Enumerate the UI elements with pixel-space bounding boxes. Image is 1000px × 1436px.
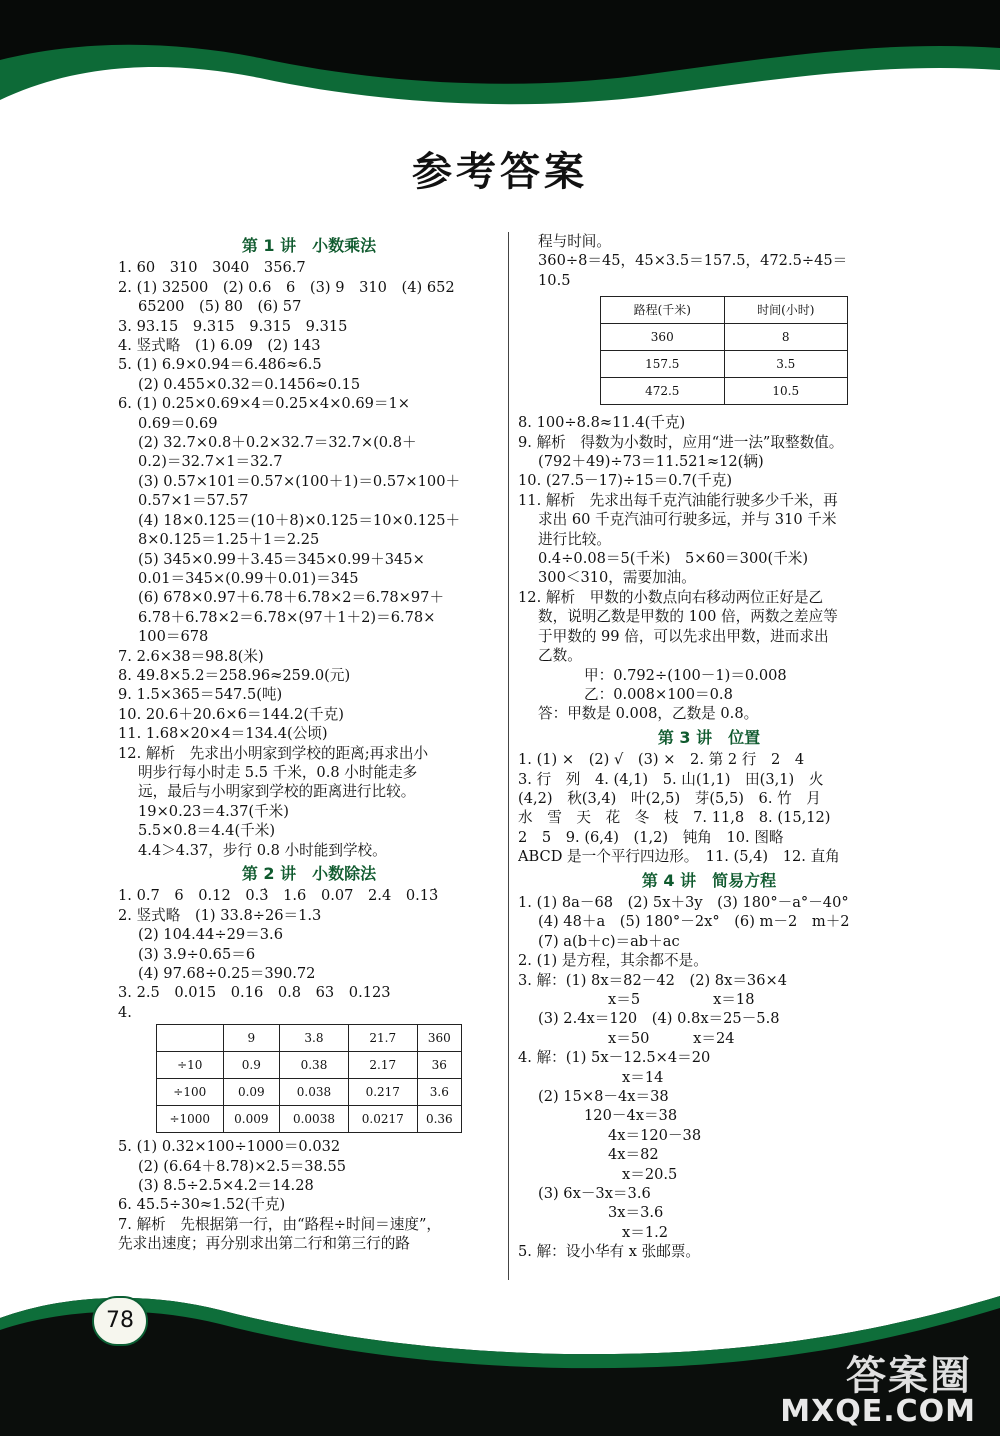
table-cell: 10.5 (724, 378, 848, 405)
distance-time-table (600, 296, 848, 405)
page-number: 78 (92, 1296, 148, 1346)
answer-line: 11. 解析 先求出每千克汽油能行驶多少千米，再 (518, 491, 838, 509)
table-row (601, 297, 848, 324)
table-cell: 472.5 (601, 378, 725, 405)
answer-line: 答：甲数是 0.008，乙数是 0.8。 (538, 705, 759, 723)
answer-line: (792＋49)÷73＝11.521≈12(辆) (538, 453, 764, 471)
table-cell: 2.17 (348, 1052, 417, 1079)
division-table (156, 1024, 462, 1133)
answer-line: 10. 20.6＋20.6×6＝144.2(千克) (118, 705, 344, 723)
answer-line: 水 雪 天 花 冬 枝 7. 11,8 8. (15,12) (518, 809, 831, 827)
table-cell: 0.36 (417, 1106, 461, 1133)
table-cell: 0.038 (280, 1079, 349, 1106)
answer-line: 5.5×0.8＝4.4(千米) (138, 822, 276, 840)
table-row (601, 351, 848, 378)
answer-line: 甲：0.792÷(100－1)＝0.008 (584, 666, 787, 684)
watermark-logo: 答案圈 (846, 1353, 972, 1399)
answer-line: 8. 100÷8.8≈11.4(千克) (518, 414, 686, 432)
table-cell: 0.38 (280, 1052, 349, 1079)
answer-line: 3. 解：(1) 8x＝82－42 (2) 8x＝36×4 (518, 971, 788, 989)
answer-line: 程与时间。 (538, 233, 611, 250)
answer-line: 7. 2.6×38＝98.8(米) (118, 647, 264, 665)
answer-line: 0.2)＝32.7×1＝32.7 (138, 453, 283, 471)
section-heading-1: 第 1 讲 小数乘法 (241, 236, 377, 255)
answer-line: 100＝678 (138, 628, 209, 646)
answer-line: (3) 8.5÷2.5×4.2＝14.28 (138, 1177, 314, 1195)
table-cell: 21.7 (348, 1025, 417, 1052)
answer-line: 乙：0.008×100＝0.8 (584, 685, 733, 703)
table-cell: ÷1000 (157, 1106, 224, 1133)
answer-line: 10. (27.5－17)÷15＝0.7(千克) (518, 472, 733, 490)
answer-line: 4. (118, 1003, 132, 1021)
answer-line: (4) 18×0.125＝(10＋8)×0.125＝10×0.125＋ (138, 511, 461, 529)
answer-line: 19×0.23＝4.37(千米) (138, 802, 289, 820)
answer-line: 2. (1) 32500 (2) 0.6 6 (3) 9 310 (4) 652 (118, 278, 455, 296)
answer-line: 120－4x＝38 (584, 1107, 678, 1125)
table-row (601, 378, 848, 405)
answer-line: x＝5 x＝18 (608, 991, 755, 1008)
answer-line: (4,2) 秋(3,4) 叶(2,5) 芽(5,5) 6. 竹 月 (518, 789, 821, 807)
left-column (118, 232, 500, 1254)
answer-line: 3. 93.15 9.315 9.315 9.315 (118, 317, 348, 335)
answer-line: x＝1.2 (622, 1223, 669, 1241)
table-header-cell: 时间(小时) (724, 297, 848, 324)
answer-line: (4) 97.68÷0.25＝390.72 (138, 965, 316, 983)
answer-line: 数，说明乙数是甲数的 100 倍，两数之差应等 (538, 608, 838, 626)
answer-line: 0.69＝0.69 (138, 414, 218, 432)
answer-line: (7) a(b＋c)＝ab＋ac (538, 932, 680, 950)
answer-line: 360÷8＝45，45×3.5＝157.5，472.5÷45＝ (538, 252, 848, 270)
table-cell: 0.09 (223, 1079, 280, 1106)
table-cell: 0.0217 (348, 1106, 417, 1133)
table-cell: ÷10 (157, 1052, 224, 1079)
answer-line: x＝20.5 (622, 1165, 678, 1183)
answer-line: 6. 45.5÷30≈1.52(千克) (118, 1196, 286, 1214)
answer-line: 0.4÷0.08＝5(千米) 5×60＝300(千米) (538, 550, 809, 568)
table-cell: 0.0038 (280, 1106, 349, 1133)
table-cell (157, 1025, 224, 1052)
answer-line: 12. 解析 先求出小明家到学校的距离;再求出小 (118, 744, 429, 762)
section-heading-3: 第 3 讲 位置 (657, 727, 761, 747)
answer-line: (3) 0.57×101＝0.57×(100＋1)＝0.57×100＋ (138, 472, 461, 490)
table-cell: 0.9 (223, 1052, 280, 1079)
watermark-url: MXQE.COM (780, 1394, 976, 1429)
table-row (601, 324, 848, 351)
answer-line: 4. 竖式略 (1) 6.09 (2) 143 (118, 337, 321, 355)
table-cell: 360 (417, 1025, 461, 1052)
table-cell: 3.8 (280, 1025, 349, 1052)
answer-line: 7. 解析 先根据第一行，由“路程÷时间＝速度”， (118, 1215, 441, 1233)
answer-line: 11. 1.68×20×4＝134.4(公顷) (118, 725, 328, 743)
answer-line: 0.01＝345×(0.99＋0.01)＝345 (138, 569, 359, 587)
section-heading-4: 第 4 讲 简易方程 (641, 870, 777, 890)
answer-line: 1. 0.7 6 0.12 0.3̇ 1.6 0.07 2.4 0.13̇ (118, 887, 439, 905)
answer-line: x＝14 (622, 1068, 664, 1086)
answer-line: 12. 解析 甲数的小数点向右移动两位正好是乙 (518, 588, 824, 606)
answer-line: (5) 345×0.99＋3.45＝345×0.99＋345× (138, 550, 425, 568)
answer-line: (2) 0.455×0.32＝0.1456≈0.15 (138, 375, 361, 393)
answer-line: 1. (1) 8a－68 (2) 5x＋3y (3) 180°－a°－40° (518, 893, 849, 911)
table-cell: 0.009 (223, 1106, 280, 1133)
answer-line: 6. (1) 0.25×0.69×4＝0.25×4×0.69＝1× (118, 395, 411, 413)
answer-line: 9. 解析 得数为小数时，应用“进一法”取整数值。 (518, 433, 844, 451)
answer-line: 9. 1.5×365＝547.5(吨) (118, 686, 283, 704)
answer-line: x＝50 x＝24 (608, 1029, 735, 1047)
answer-line: (4) 48＋a (5) 180°－2x° (6) m－2 m＋2 (538, 913, 850, 931)
answer-line: 明步行每小时走 5.5 千米，0.8 小时能走多 (138, 763, 418, 781)
answer-line: 3. 行 列 4. (4,1) 5. 山(1,1) 田(3,1) 火 (518, 770, 824, 788)
answer-line: 4. 解：(1) 5x－12.5×4＝20 (518, 1049, 711, 1067)
answer-line: (3) 3.9÷0.65＝6 (138, 945, 256, 963)
answer-line: (2) 104.44÷29＝3.6 (138, 926, 283, 944)
answer-line: 1. (1) × (2) √ (3) × 2. 第 2 行 2 4 (518, 751, 805, 769)
answer-line: 4x＝120－38 (608, 1126, 702, 1144)
column-divider (508, 232, 509, 1280)
answer-line: 0.57×1＝57.57 (138, 492, 249, 510)
table-row (157, 1106, 462, 1133)
answer-line: 8. 49.8×5.2＝258.96≈259.0(元) (118, 666, 351, 684)
answer-line: 300＜310，需要加油。 (538, 569, 696, 587)
answer-line: 10.5 (538, 271, 571, 289)
answer-line: 5. (1) 0.32×100÷1000＝0.032 (118, 1138, 341, 1156)
answer-line: 6.78＋6.78×2＝6.78×(97＋1＋2)＝6.78× (138, 608, 436, 626)
answer-line: (2) 32.7×0.8＋0.2×32.7＝32.7×(0.8＋ (138, 434, 417, 452)
answer-line: 1. 60 310 3040 356.7 (118, 259, 306, 277)
table-row (157, 1025, 462, 1052)
answer-line: ABCD 是一个平行四边形。 11. (5,4) 12. 直角 (518, 848, 840, 866)
table-cell: 0.217 (348, 1079, 417, 1106)
answer-line: 5. (1) 6.9×0.94＝6.486≈6.5 (118, 356, 322, 374)
answer-line: (6) 678×0.97＋6.78＋6.78×2＝6.78×97＋ (138, 589, 445, 607)
answer-line: 2. 竖式略 (1) 33.8÷26＝1.3 (118, 906, 322, 924)
answer-line: 3x＝3.6 (608, 1204, 664, 1222)
answer-line: (2) (6.64＋8.78)×2.5＝38.55 (138, 1157, 347, 1175)
answer-line: 8×0.125＝1.25＋1＝2.25 (138, 531, 320, 549)
answer-line: 2. (1) 是方程，其余都不是。 (518, 952, 708, 970)
answer-line: 于甲数的 99 倍，可以先求出甲数，进而求出 (538, 627, 829, 645)
table-cell: 3.5 (724, 351, 848, 378)
answer-line: 远，最后与小明家到学校的距离进行比较。 (138, 783, 416, 801)
answer-line: 2 5 9. (6,4) (1,2) 钝角 10. 图略 (518, 828, 784, 846)
section-heading-2: 第 2 讲 小数除法 (241, 864, 377, 883)
answer-line: 65200 (5) 80 (6) 57 (138, 298, 302, 316)
answer-line: 4.4＞4.37，步行 0.8 小时能到学校。 (138, 841, 387, 859)
answer-line: (2) 15×8－4x＝38 (538, 1088, 669, 1106)
table-row (157, 1079, 462, 1106)
answer-line: 3. 2.5 0.015 0.16 0.8 63 0.123 (118, 984, 391, 1002)
right-column (518, 232, 900, 1262)
answer-line: 4x＝82 (608, 1146, 659, 1164)
answer-line: (3) 2.4x＝120 (4) 0.8x＝25－5.8 (538, 1010, 780, 1028)
table-row (157, 1052, 462, 1079)
answer-line: 乙数。 (538, 647, 582, 665)
table-cell: ÷100 (157, 1079, 224, 1106)
page-title: 参考答案 (412, 149, 588, 195)
table-cell: 3.6 (417, 1079, 461, 1106)
answer-line: 进行比较。 (538, 530, 611, 548)
table-cell: 157.5 (601, 351, 725, 378)
answer-line: (3) 6x－3x＝3.6 (538, 1185, 651, 1203)
table-cell: 360 (601, 324, 725, 351)
table-cell: 9 (223, 1025, 280, 1052)
answer-line: 5. 解：设小华有 x 张邮票。 (518, 1243, 701, 1261)
answer-line: 先求出速度；再分别求出第二行和第三行的路 (118, 1235, 410, 1253)
table-header-cell: 路程(千米) (601, 297, 725, 324)
table-cell: 36 (417, 1052, 461, 1079)
table-cell: 8 (724, 324, 848, 351)
answer-line: 求出 60 千克汽油可行驶多远，并与 310 千米 (538, 511, 837, 529)
